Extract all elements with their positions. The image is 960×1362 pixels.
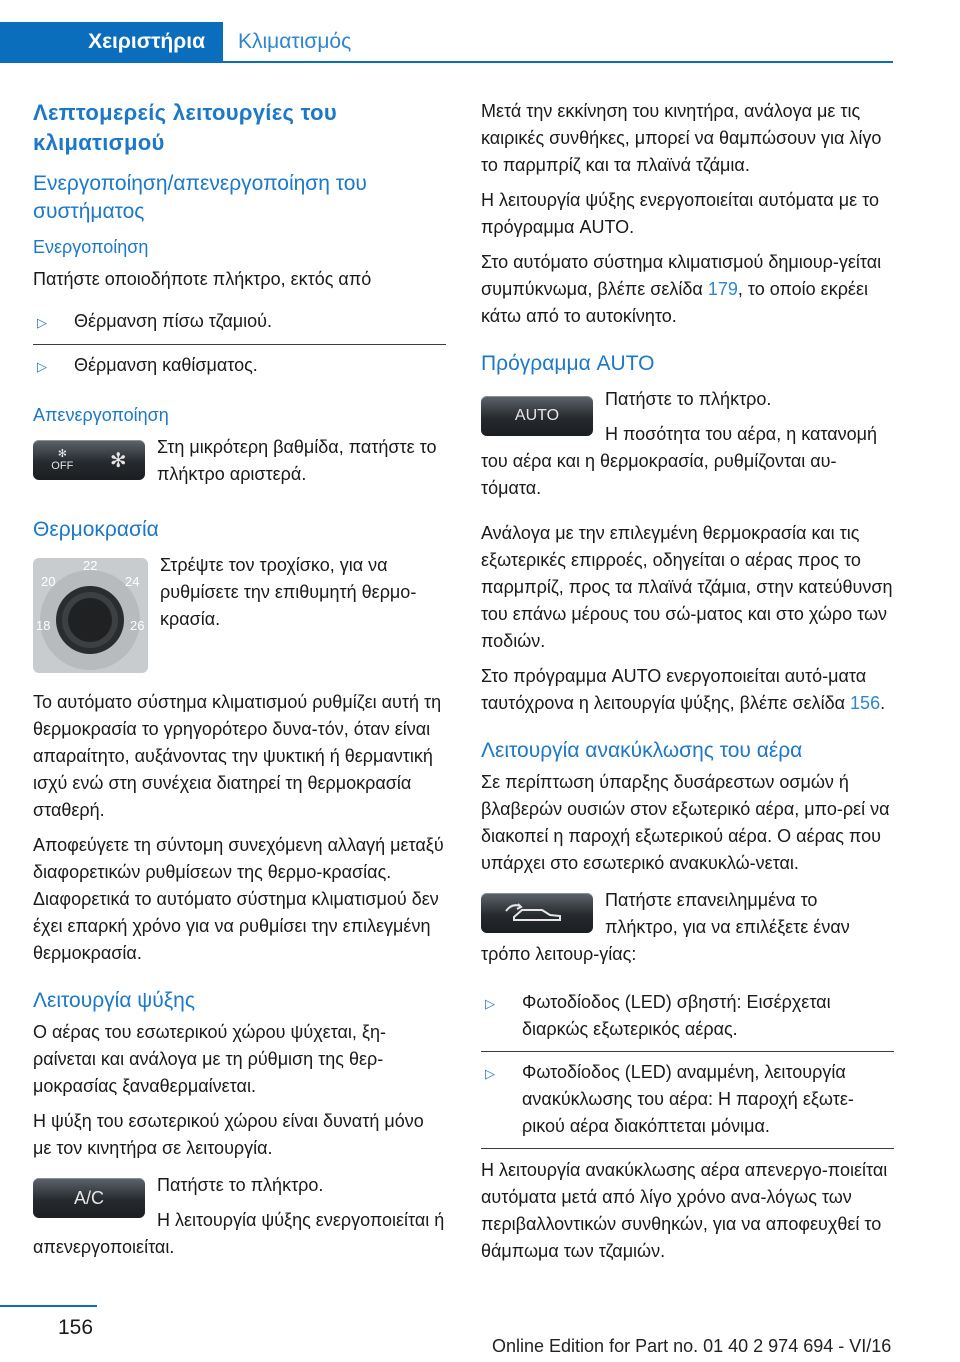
temperature-paragraph: Αποφεύγετε τη σύντομη συνεχόμενη αλλαγή μεταξύ διαφορετικών ρυθμίσεων της θερμο-κρασίας. Διαφορετικά το αυτόματο σύστημα κλιματισμού δεν έχει επαρκή χρόνο για να ρυθμίσει την επιλεγμένη θερμοκρασία. <box>33 835 444 963</box>
temperature-text: Στρέψτε τον τροχίσκο, για να ρυθμίσετε την επιθυμητή θερμο-κρασία. <box>160 555 417 629</box>
bullet-triangle-icon: ▷ <box>485 996 495 1011</box>
auto-button-image: AUTO <box>481 396 593 436</box>
subsection-title: Ενεργοποίηση/απενεργοποίηση του συστήματος <box>33 172 367 223</box>
page-link[interactable]: 156 <box>850 693 881 713</box>
auto-heading: Πρόγραμμα AUTO <box>481 352 655 375</box>
temperature-heading: Θερμοκρασία <box>33 518 159 541</box>
bullet-triangle-icon: ▷ <box>37 359 47 374</box>
tab-climate[interactable]: Κλιματισμός <box>238 30 352 53</box>
auto-block <box>481 386 894 510</box>
recirculation-heading: Λειτουργία ανακύκλωσης του αέρα <box>481 739 803 762</box>
ac-text: Η λειτουργία ψύξης ενεργοποιείται ή απενεργοποιείται. <box>33 1210 445 1257</box>
auto-text: Πατήστε το πλήκτρο. <box>605 389 772 409</box>
fan-off-button-image <box>33 440 145 480</box>
deactivation-heading: Απενεργοποίηση <box>33 405 169 425</box>
paragraph: Στο αυτόματο σύστημα κλιματισμού δημιουρ-γείται συμπύκνωμα, βλέπε σελίδα 179, το οποίο εκρέει κάτω από το αυτοκίνητο. <box>481 252 882 326</box>
activation-text: Πατήστε οποιοδήποτε πλήκτρο, εκτός από <box>33 269 372 289</box>
left-column <box>33 98 446 1269</box>
header-divider <box>0 61 893 63</box>
knob-label: 24 <box>125 574 140 589</box>
cooling-paragraph: Η ψύξη του εσωτερικού χώρου είναι δυνατή μόνο με τον κινητήρα σε λειτουργία. <box>33 1111 424 1158</box>
list-item: ▷ Θέρμανση πίσω τζαμιού. <box>33 301 446 345</box>
knob-label: 26 <box>130 618 145 633</box>
list-item: ▷ Θέρμανση καθίσματος. <box>33 345 446 388</box>
bullet-triangle-icon: ▷ <box>37 315 47 330</box>
recirculation-button-image <box>481 893 593 933</box>
ac-block <box>33 1172 446 1269</box>
activation-heading: Ενεργοποίηση <box>33 237 149 257</box>
car-recirculation-icon <box>502 901 572 925</box>
page-header <box>0 0 960 62</box>
recirculation-text: Πατήστε επανειλημμένα το πλήκτρο, για να επιλέξετε έναν τρόπο λειτουρ-γίας: <box>481 890 850 964</box>
cooling-paragraph: Ο αέρας του εσωτερικού χώρου ψύχεται, ξη-ραίνεται και ανάλογα με τη ρύθμιση της θερ-μοκρασίας ξαναθερμαίνεται. <box>33 1022 386 1096</box>
deactivation-text: Στη μικρότερη βαθμίδα, πατήστε το πλήκτρο αριστερά. <box>157 437 437 484</box>
auto-paragraph: Στο πρόγραμμα AUTO ενεργοποιείται αυτό-ματα ταυτόχρονα η λειτουργία ψύξης, βλέπε σελίδα 156. <box>481 666 886 713</box>
fan-off-icon: ✻ OFF <box>51 448 74 472</box>
list-item: ▷ Φωτοδίοδος (LED) αναμμένη, λειτουργία ανακύκλωσης του αέρα: Η παροχή εξωτε-ρικού αέρα διακόπτεται μόνιμα. <box>481 1052 894 1149</box>
edition-info: Online Edition for Part no. 01 40 2 974 694 - VI/16 <box>492 1336 892 1356</box>
paragraph: Η λειτουργία ψύξης ενεργοποιείται αυτόματα με το πρόγραμμα AUTO. <box>481 190 879 237</box>
recirculation-paragraph: Σε περίπτωση ύπαρξης δυσάρεστων οσμών ή βλαβερών ουσιών στον εξωτερικό αέρα, μπο-ρεί να διακοπεί η παροχή εξωτερικού αέρα. Ο αέρας που υπάρχει στο εσωτερικό ανακυκλώ-νεται. <box>481 772 890 873</box>
auto-text: Η ποσότητα του αέρα, η κατανομή του αέρα και η θερμοκρασία, ρυθμίζονται αυ-τόματα. <box>481 424 878 498</box>
bullet-triangle-icon: ▷ <box>485 1066 495 1081</box>
section-title: Λεπτομερείς λειτουργίες του κλιματισμού <box>33 100 337 155</box>
temperature-knob-image <box>33 558 148 673</box>
ac-text: Πατήστε το πλήκτρο. <box>157 1175 324 1195</box>
auto-paragraph: Ανάλογα με την επιλεγμένη θερμοκρασία και τις εξωτερικές επιρροές, οδηγείται ο αέρας προς το παρμπρίζ, προς τα πλαϊνά τζάμια, στην κατεύθυνση του επάνω μέρους του σώ-ματος και στο χώρο των ποδιών. <box>481 523 893 651</box>
list-item: ▷ Φωτοδίοδος (LED) σβηστή: Εισέρχεται διαρκώς εξωτερικός αέρας. <box>481 982 894 1052</box>
knob-label: 18 <box>36 618 51 633</box>
cooling-heading: Λειτουργία ψύξης <box>33 989 195 1012</box>
temperature-paragraph: Το αυτόματο σύστημα κλιματισμού ρυθμίζει αυτή τη θερμοκρασία το γρηγορότερο δυνα-τόν, όταν είναι απαραίτητο, αυξάνοντας την ψυκτική ή θερμαντική ισχύ ενώ στη συνέχεια διατηρεί τη θερμοκρασία σταθερή. <box>33 692 442 820</box>
temperature-block <box>33 552 446 679</box>
knob-label: 20 <box>41 574 56 589</box>
right-column <box>481 98 894 1273</box>
page-number: 156 <box>58 1316 94 1339</box>
recirculation-block <box>481 887 894 976</box>
tab-controls[interactable]: Χειριστήρια <box>0 22 223 62</box>
page-link[interactable]: 179 <box>707 279 738 299</box>
knob-label: 22 <box>83 558 98 573</box>
deactivation-block <box>33 434 446 496</box>
footer-divider <box>0 1305 97 1307</box>
ac-button-image: A/C <box>33 1178 145 1218</box>
paragraph: Μετά την εκκίνηση του κινητήρα, ανάλογα με τις καιρικές συνθήκες, μπορεί να θαμπώσουν για λίγο το παρμπρίζ και τα πλαϊνά τζάμια. <box>481 101 882 175</box>
fan-icon: ✻ <box>109 449 127 472</box>
final-paragraph: Η λειτουργία ανακύκλωσης αέρα απενεργο-ποιείται αυτόματα μετά από λίγο χρόνο ανα-λόγως των περιβαλλοντικών συνθηκών, για να αποφευχθεί το θάμπωμα των τζαμιών. <box>481 1160 888 1261</box>
